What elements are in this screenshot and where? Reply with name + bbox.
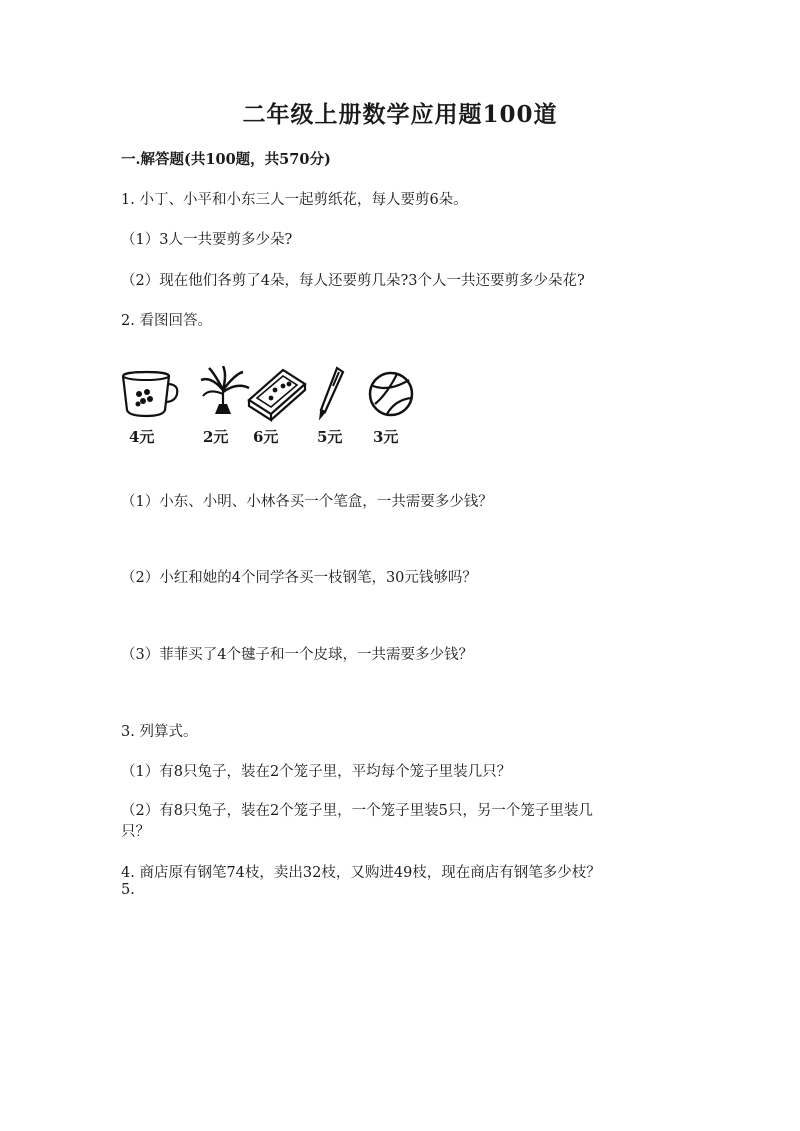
pencil-box-icon — [245, 366, 309, 422]
pen-icon — [311, 366, 351, 422]
ball-price: 3元 — [373, 428, 399, 446]
ball-icon — [367, 366, 419, 422]
question-1-part-2: （2）现在他们各剪了4朵，每人还要剪几朵?3个人一共还要剪多少朵花? — [121, 273, 585, 289]
cup-icon — [119, 366, 181, 422]
section-heading: 一.解答题(共100题，共570分) — [121, 151, 331, 168]
question-2-part-3: （3）菲菲买了4个毽子和一个皮球，一共需要多少钱？ — [121, 647, 473, 663]
page-title: 二年级上册数学应用题100道 — [242, 101, 558, 128]
question-2-part-1: （1）小东、小明、小林各买一个笔盒，一共需要多少钱？ — [121, 494, 493, 510]
cup-price: 4元 — [129, 428, 155, 446]
pencil-box-price: 6元 — [253, 428, 279, 446]
question-5-stem: 5. — [121, 882, 135, 898]
question-1-part-1: （1）3人一共要剪多少朵? — [121, 232, 293, 248]
question-2-stem: 2. 看图回答。 — [121, 313, 212, 329]
question-3-part-2-line-2: 只？ — [121, 824, 150, 840]
question-3-part-2-line-1: （2）有8只兔子，装在2个笼子里，一个笼子里装5只，另一个笼子里装几 — [121, 803, 593, 819]
item-ball — [367, 366, 429, 448]
pen-price: 5元 — [317, 428, 343, 446]
plant-price: 2元 — [203, 428, 229, 446]
item-pencil-box — [245, 366, 307, 448]
item-pen — [311, 366, 373, 448]
question-2-part-2: （2）小红和她的4个同学各买一枝钢笔，30元钱够吗？ — [121, 570, 477, 586]
question-1-stem: 1. 小丁、小平和小东三人一起剪纸花，每人要剪6朵。 — [121, 192, 468, 208]
price-items-figure — [119, 366, 419, 448]
item-cup — [119, 366, 181, 448]
question-4-stem: 4. 商店原有钢笔74枝，卖出32枝，又购进49枝，现在商店有钢笔多少枝？ — [121, 865, 601, 881]
question-3-part-1: （1）有8只兔子，装在2个笼子里，平均每个笼子里装几只？ — [121, 764, 512, 780]
question-3-stem: 3. 列算式。 — [121, 724, 198, 740]
